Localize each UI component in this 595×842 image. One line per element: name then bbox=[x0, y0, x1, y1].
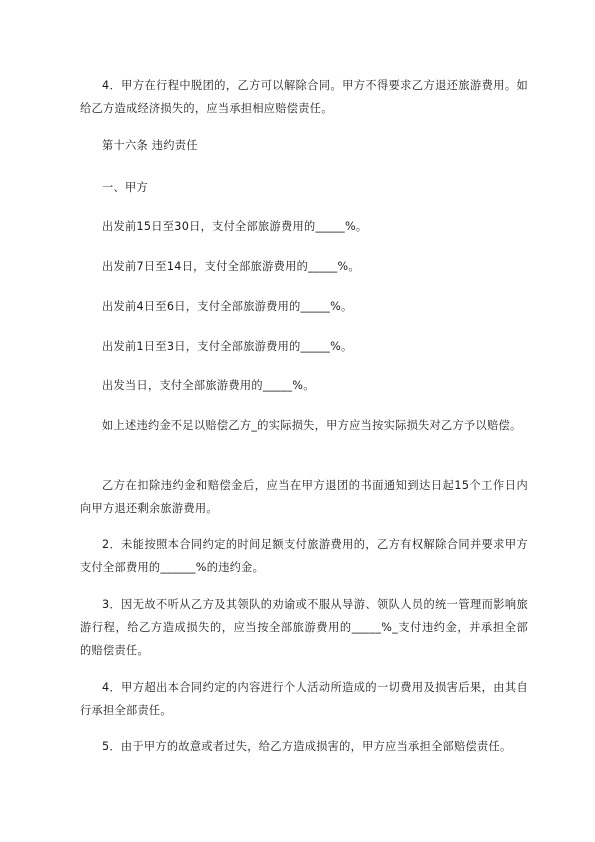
insufficient-penalty-clause: 如上述违约金不足以赔偿乙方_的实际损失，甲方应当按实际损失对乙方予以赔偿。 bbox=[102, 419, 522, 432]
article-16-heading: 第十六条 违约责任 bbox=[102, 139, 198, 152]
refund-clause: 乙方在扣除违约金和赔偿金后，应当在甲方退团的书面通知到达日起15个工作日内向甲方退还剩余旅游费用。 bbox=[80, 479, 528, 515]
clause-4-personal-activities: 4．甲方超出本合同约定的内容进行个人活动所造成的一切费用及损害后果，由其自行承担全部责任。 bbox=[80, 681, 528, 717]
clause-3-disobedience: 3．因无故不听从乙方及其领队的劝谕或不服从导游、领队人员的统一管理而影响旅游行程，给乙方造成损失的，应当按全部旅游费用的_____%_支付违约金，并承担全部的赔偿责任。 bbox=[80, 598, 528, 657]
penalty-15-30-days: 出发前15日至30日，支付全部旅游费用的_____%。 bbox=[102, 220, 368, 233]
clause-2-late-payment: 2．未能按照本合同约定的时间足额支付旅游费用的，乙方有权解除合同并要求甲方支付全部费用的______%的违约金。 bbox=[80, 538, 528, 574]
penalty-1-3-days: 出发前1日至3日，支付全部旅游费用的_____%。 bbox=[102, 340, 353, 353]
penalty-7-14-days: 出发前7日至14日，支付全部旅游费用的_____%。 bbox=[102, 260, 360, 273]
party-a-heading: 一、甲方 bbox=[102, 181, 148, 194]
penalty-4-6-days: 出发前4日至6日，支付全部旅游费用的_____%。 bbox=[102, 300, 353, 313]
clause-5-damages: 5．由于甲方的故意或者过失，给乙方造成损害的，甲方应当承担全部赔偿责任。 bbox=[102, 740, 512, 753]
clause-4-withdrawal: 4．甲方在行程中脱团的，乙方可以解除合同。甲方不得要求乙方退还旅游费用。如给乙方造成经济损失的，应当承担相应赔偿责任。 bbox=[80, 79, 528, 115]
penalty-departure-day: 出发当日，支付全部旅游费用的_____%。 bbox=[102, 379, 315, 392]
